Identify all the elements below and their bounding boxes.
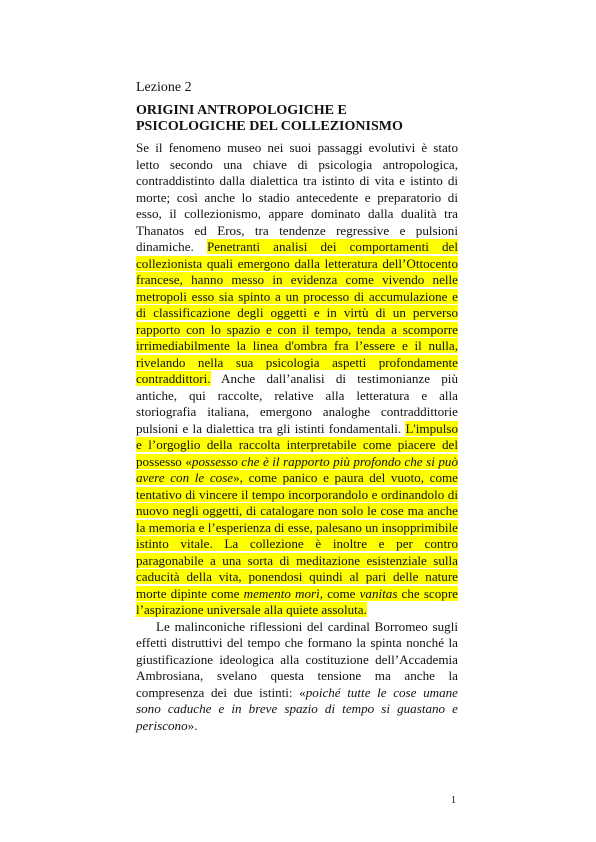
title-line-2: PSICOLOGICHE DEL COLLEZIONISMO	[136, 119, 403, 134]
highlight-2-end: che scopre l’aspirazione universale alla quiete assoluta.	[136, 585, 458, 617]
highlighted-passage-2	[136, 421, 458, 618]
highlight-2-part-b: », come panico e paura del vuoto, come tentativo di vincere il tempo incorporandolo e ordinandolo di nuovo negli oggetti, di catalogare non solo le cose ma anche la memoria e l’esperienza di esse, palesano un insopprimibile istinto vitale. La collezione è inoltre e per contro paragonabile a una sorta di meditazione esistenziale sulla caducità della vita, ponendosi quindi al pari delle nature morte dipinte come	[136, 470, 458, 601]
paragraph-2-text: Le malinconiche riflessioni del cardinal Borromeo sugli effetti distruttivi del tempo che formano la spinta nonché la giustificazione ideologica alla costituzione dell’Accademia Ambrosiana, svelano questa tensione ma anche la compresenza dei due istinti: «	[136, 618, 458, 700]
borromeo-quote: poiché tutte le cose umane sono caduche e in breve spazio di tempo si guastano e periscono	[136, 684, 458, 733]
paragraph-2-closing: ».	[187, 717, 198, 733]
page-number: 1	[451, 795, 456, 806]
page-title	[136, 103, 466, 135]
paragraph-1-sentence-1: Se il fenomeno museo nei suoi passaggi evolutivi è stato letto secondo una chiave di psicologia antropologica, contraddistinto dalla dialettica tra istinto di vita e istinto di morte; così anche lo stadio antecedente e preparatorio di esso, il collezionismo, appare dominato dalla dualità tra Thanatos ed Eros, tra tendenze regressive e pulsioni dinamiche.	[136, 140, 458, 254]
highlight-2-come: come	[323, 585, 360, 601]
highlight-2-part-a: L'impulso e l’orgoglio della raccolta interpretabile come piacere del possesso «	[136, 420, 458, 469]
vanitas-term: vanitas	[359, 585, 398, 601]
paragraph-1-sentence-3: Anche dall’analisi di testimonianze più antiche, qui raccolte, relative alla letteratura e alla storiografia italiana, emergono analoghe contraddittorie pulsioni e la dialettica tra gli istinti fondamentali.	[136, 371, 458, 436]
possession-quote: possesso che è il rapporto più profondo che si può avere con le cose	[136, 453, 459, 485]
lesson-label: Lezione 2	[136, 80, 192, 95]
highlighted-passage-1: Penetranti analisi dei comportamenti del collezionista quali emergono dalla letteratura dell’Ottocento francese, hanno messo in evidenza come vivendo nelle metropoli esso sia spinto a un processo di accumulazione e di classificazione degli oggetti e in virtù di un perverso rapporto con lo spazio e con il tempo, tenda a scomporre irrimediabilmente la linea d'ombra fra l’essere e il nulla, rivelando nella sua psicologia aspetti profondamente contraddittori.	[136, 239, 458, 386]
paragraph-1	[136, 140, 458, 619]
memento-mori-term: memento morì,	[243, 585, 323, 601]
body-text	[136, 140, 458, 734]
title-line-1: ORIGINI ANTROPOLOGICHE E	[136, 103, 347, 118]
paragraph-2	[136, 619, 458, 735]
